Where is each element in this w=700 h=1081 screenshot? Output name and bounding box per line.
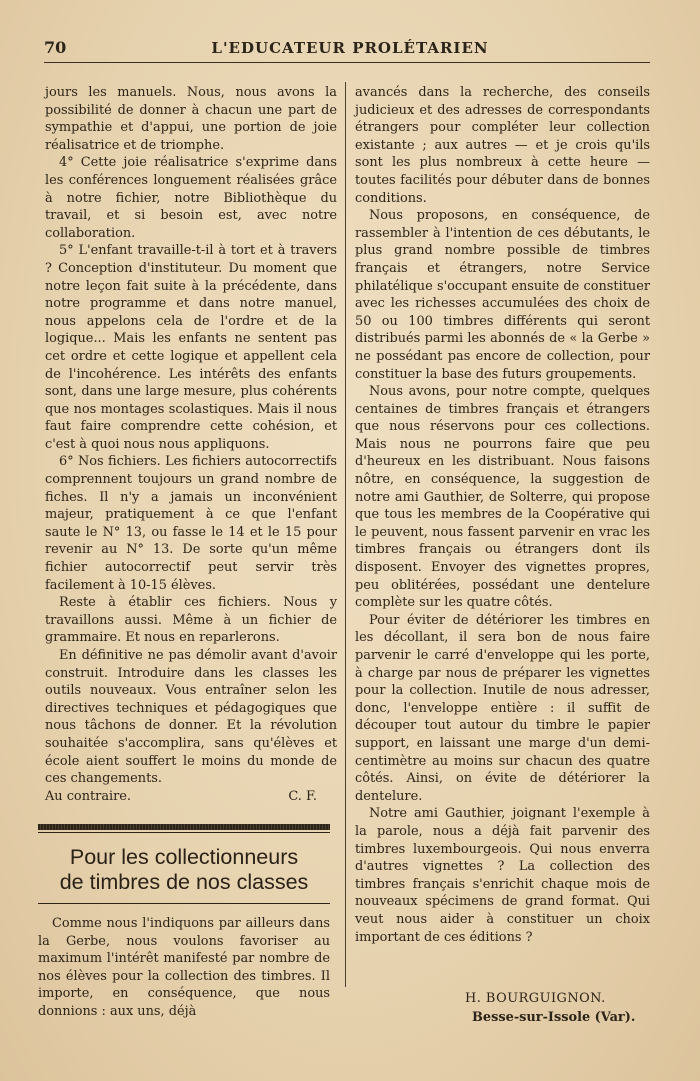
article-intro (38, 915, 330, 1021)
journal-title: L'EDUCATEUR PROLÉTARIEN (211, 39, 489, 57)
closing-line (45, 788, 337, 806)
article-title-line: de timbres de nos classes (59, 870, 309, 894)
paragraph: 6° Nos fichiers. Les fichiers autocorrectifs comprennent toujours un grand nombre de fiches. Il n'y a jamais un inconvénient majeur, pratiquement à ce que l'enfant saute le N° 13, ou fasse le 14 et le 15 pour revenir au N° 13. De sorte qu'un même fichier autocorrectif peut servir très facilement à 10-15 élèves. (45, 454, 337, 593)
left-column (45, 84, 337, 805)
paragraph: 5° L'enfant travaille-t-il à tort et à travers ? Conception d'instituteur. Du moment que notre leçon fait suite à la précédente, dans notre programme et dans notre manuel, nous appelons cela de l'ordre et de la logique... Mais les enfants ne sentent pas cet ordre et cette logique et appellent cela de l'incohérence. Les intérêts des enfants sont, dans une large mesure, plus cohérents que nos montages scolastiques. Mais il nous faut faire comprendre cette cohésion, et c'est à quoi nous nous appliquons. (45, 243, 337, 452)
paragraph: Notre ami Gauthier, joignant l'exemple à la parole, nous a déjà fait parvenir des timbres luxembourgeois. Qui nous enverra d'autres vignettes ? La collection des timbres français s'enrichit chaque mois de nouveaux spécimens de grand format. Qui veut nous aider à constituer un choix important de ces éditions ? (355, 806, 650, 945)
section-rule-thick (38, 824, 330, 830)
page-header (44, 38, 656, 62)
article-title (38, 845, 330, 895)
paragraph: Nous avons, pour notre compte, quelques centaines de timbres français et étrangers que nous réservons pour ces collections. Mais nous ne pourrons faire que peu d'heureux en les distribuant. Nous faisons nôtre, en conséquence, la suggestion de notre ami Gauthier, de Solterre, qui propose que tous les membres de la Coopérative qui le peuvent, nous fassent parvenir en vrac les timbres français ou étrangers dont ils disposent. Envoyer des vignettes propres, peu oblitérées, possédant une dentelure complète sur les quatre côtés. (355, 384, 650, 611)
title-divider (38, 903, 330, 904)
author-initials: C. F. (288, 788, 317, 804)
paragraph: Reste à établir ces fichiers. Nous y travaillons aussi. Même à un fichier de grammaire. Et nous en reparlerons. (45, 595, 337, 646)
paragraph: Pour éviter de détériorer les timbres en les décollant, il sera bon de nous faire parvenir le carré d'enveloppe qui les porte, à charge par nous de préparer les vignettes pour la collection. Inutile de nous adresser, donc, l'enveloppe entière : il suffit de découper tout autour du timbre le papier support, en laissant une marge d'un demi-centimètre au moins sur chacun des quatre côtés. Ainsi, on évite de détériorer la dentelure. (355, 612, 650, 804)
paragraph: jours les manuels. Nous, nous avons la possibilité de donner à chacun une part de sympathie et d'appui, une portion de joie réalisatrice et de triomphe. (45, 85, 337, 153)
section-rule-thin (38, 832, 330, 833)
signature-place: Besse-sur-Issole (Var). (472, 1009, 636, 1025)
paragraph: 4° Cette joie réalisatrice s'exprime dans les conférences longuement réalisées grâce à notre fichier, notre Bibliothèque du travail, et si besoin est, avec notre collaboration. (45, 155, 337, 241)
paragraph: Comme nous l'indiquons par ailleurs dans la Gerbe, nous voulons favoriser au maximum l'intérêt manifesté par nombre de nos élèves pour la collection des timbres. Il importe, en conséquence, que nous donnions : aux uns, déjà (38, 916, 330, 1019)
signature-name: H. BOURGUIGNON. (465, 991, 606, 1006)
closing-text: Au contraire. (45, 788, 132, 804)
paragraph: En définitive ne pas démolir avant d'avoir construit. Introduire dans les classes les outils nouveaux. Vous entraîner selon les directives techniques et pédagogiques que nous tâchons de donner. Et la révolution souhaitée s'accomplira, sans qu'élèves et école aient souffert le moins du monde de ces changements. (45, 648, 337, 787)
header-divider (44, 62, 650, 63)
paragraph: Nous proposons, en conséquence, de rassembler à l'intention de ces débutants, le plus grand nombre possible de timbres français et étrangers, notre Service philatélique s'occupant ensuite de constituer avec les richesses accumulées des choix de 50 ou 100 timbres différents qui seront distribués parmi les abonnés de « la Gerbe » ne possédant pas encore de collection, pour constituer la base des futurs groupements. (355, 208, 650, 382)
column-divider (345, 82, 346, 987)
right-column (355, 84, 650, 946)
paragraph: avancés dans la recherche, des conseils judicieux et des adresses de correspondants étrangers pour compléter leur collection existante ; aux autres — et je crois qu'ils sont les plus nombreux à cette heure — toutes facilités pour débuter dans de bonnes conditions. (355, 85, 650, 206)
page-number: 70 (44, 38, 67, 57)
article-title-line: Pour les collectionneurs (69, 845, 299, 869)
signature-block (465, 990, 665, 1027)
